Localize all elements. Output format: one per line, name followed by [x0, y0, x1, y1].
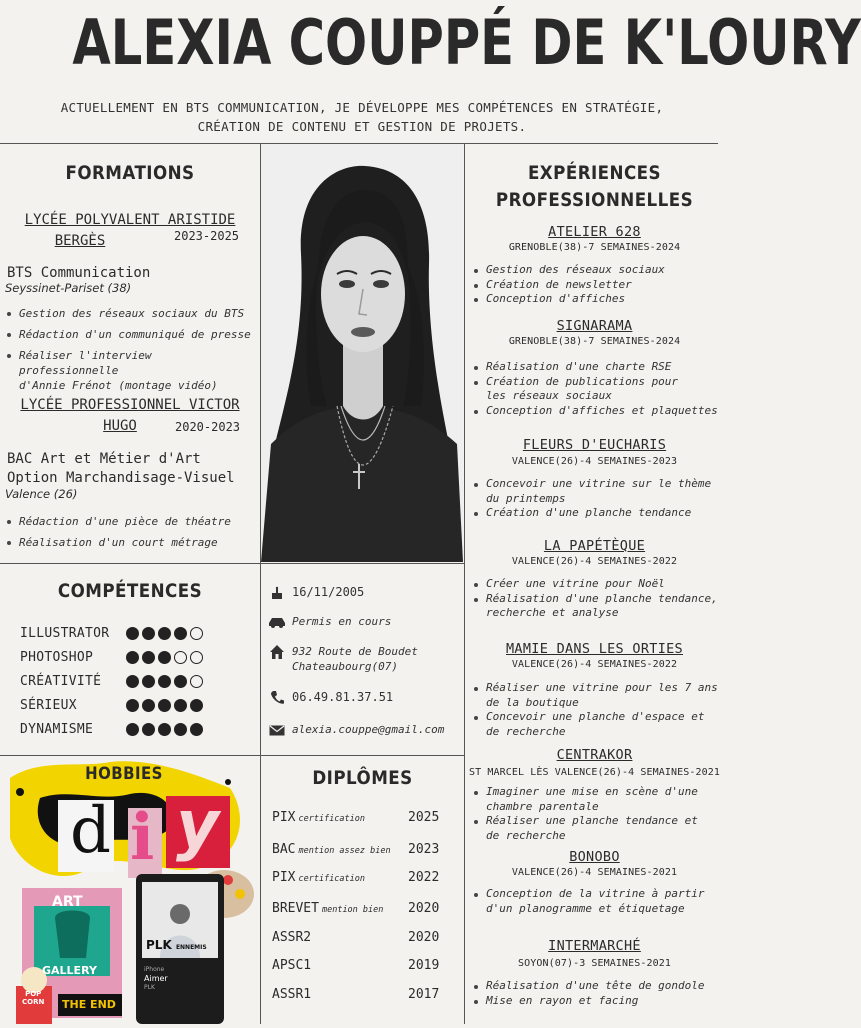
cake-icon: [266, 585, 288, 601]
experience-bullets: [472, 979, 722, 1008]
divider-col-2: [464, 143, 465, 1024]
list-item: chambre parentale: [486, 799, 599, 813]
collage-track: Aimer: [144, 974, 168, 983]
formation-2-school-line-1: LYCÉE PROFESSIONNEL VICTOR: [20, 397, 240, 413]
experience-company: SIGNARAMA: [556, 318, 633, 334]
experience-bullets: [472, 360, 722, 418]
diploma-name: [272, 958, 314, 973]
skill-label: SÉRIEUX: [20, 698, 77, 713]
divider-mid-left: [0, 563, 464, 564]
rating-dot: [158, 627, 171, 640]
rating-dot: [190, 627, 203, 640]
experience-company: FLEURS D'EUCHARIS: [522, 437, 667, 453]
list-item: Gestion des réseaux sociaux: [472, 263, 722, 278]
birthdate: 16/11/2005: [292, 585, 365, 599]
collage-art: ART: [52, 894, 83, 910]
formations-title: FORMATIONS: [65, 162, 195, 184]
formation-2-degree-line-2: Option Marchandisage-Visuel: [7, 470, 235, 486]
rating-dot: [126, 675, 139, 688]
phone: 06.49.81.37.51: [292, 690, 394, 704]
license: Permis en cours: [292, 615, 392, 628]
collage-letter-y: y: [176, 786, 220, 863]
rating-dot: [158, 675, 171, 688]
experiences-title-line-2: PROFESSIONNELLES: [495, 189, 694, 211]
experience-meta: VALENCE(26)-4 SEMAINES-2021: [511, 867, 678, 878]
diploma-year: 2020: [408, 901, 440, 916]
diploma-title: BAC: [272, 842, 296, 857]
list-item: Imaginer une mise en scène d'une: [472, 785, 722, 800]
diploma-note: mention assez bien: [298, 846, 391, 856]
rating-dot: [126, 723, 139, 736]
list-item: recherche et analyse: [486, 606, 619, 619]
list-item: Création d'une planche tendance: [472, 506, 722, 521]
list-item: de la boutique: [486, 695, 579, 709]
profile-photo: [261, 144, 463, 562]
hobbies-title: HOBBIES: [85, 764, 163, 784]
diploma-year: 2020: [408, 930, 440, 945]
list-item: Réalisation d'un court métrage: [5, 535, 257, 550]
formation-2-degree-line-1: BAC Art et Métier d'Art: [7, 451, 201, 467]
skill-rating: [126, 627, 203, 640]
address-line-1: 932 Route de Boudet: [292, 645, 418, 658]
rating-dot: [142, 627, 155, 640]
list-item: d'Annie Frénot (montage vidéo): [19, 379, 218, 392]
tagline-line-1: ACTUELLEMENT EN BTS COMMUNICATION, JE DÉVELOPPE MES COMPÉTENCES EN STRATÉGIE,: [60, 100, 664, 115]
competences-title: COMPÉTENCES: [57, 580, 203, 602]
email-row: [266, 722, 444, 738]
diploma-year: 2019: [408, 958, 440, 973]
list-item: Conception d'affiches et plaquettes: [472, 404, 722, 419]
diploma-title: PIX: [272, 870, 296, 885]
tagline-line-2: CRÉATION DE CONTENU ET GESTION DE PROJETS.: [197, 119, 527, 134]
rating-dot: [142, 699, 155, 712]
experience-bullets: [472, 477, 722, 521]
list-item: Création de newsletter: [472, 278, 722, 293]
formation-2-degree: [7, 450, 235, 488]
list-item: Créer une vitrine pour Noël: [472, 577, 722, 592]
email[interactable]: alexia.couppe@gmail.com: [292, 723, 445, 736]
formation-1-school-line-1: LYCÉE POLYVALENT ARISTIDE: [24, 212, 236, 228]
list-item: de recherche: [486, 828, 566, 842]
skill-rating: [126, 699, 203, 712]
experience-company: LA PAPÉTÈQUE: [543, 538, 646, 554]
collage-gallery: GALLERY: [42, 964, 97, 977]
rating-dot: [174, 723, 187, 736]
collage-letter-d: d: [70, 794, 111, 868]
formation-1-bullets: [5, 306, 257, 393]
divider-lower-left: [0, 755, 464, 756]
rating-dot: [126, 699, 139, 712]
formation-1-degree: BTS Communication: [7, 265, 151, 281]
diploma-year: 2017: [408, 987, 440, 1002]
birthdate-row: [266, 585, 364, 601]
collage-album-sub: ENNEMIS: [175, 944, 207, 951]
rating-dot: [142, 675, 155, 688]
address-row: [266, 644, 418, 674]
list-item: Concevoir une vitrine sur le thème: [472, 477, 722, 492]
rating-dot: [158, 651, 171, 664]
experience-meta: VALENCE(26)-4 SEMAINES-2022: [511, 659, 678, 670]
list-item: Création de publications pour: [472, 375, 722, 390]
list-item: Rédaction d'une pièce de théatre: [5, 514, 257, 529]
experience-company: BONOBO: [569, 849, 620, 865]
rating-dot: [142, 723, 155, 736]
skill-rating: [126, 675, 203, 688]
skill-rating: [126, 723, 203, 736]
rating-dot: [126, 627, 139, 640]
experience-meta: VALENCE(26)-4 SEMAINES-2022: [511, 556, 678, 567]
formation-1-school-line-2: BERGÈS: [54, 233, 106, 249]
rating-dot: [158, 723, 171, 736]
formation-1-place: Seyssinet-Pariset (38): [5, 281, 132, 295]
diploma-year: 2022: [408, 870, 440, 885]
diploma-note: mention bien: [321, 905, 384, 915]
list-item: Rédaction d'un communiqué de presse: [5, 327, 257, 342]
diploma-title: BREVET: [272, 901, 319, 916]
hobbies-collage: [0, 758, 260, 1024]
collage-illustration: [0, 758, 260, 1024]
list-item: Gestion des réseaux sociaux du BTS: [5, 306, 257, 321]
diploma-note: certification: [298, 874, 366, 884]
formation-1-school-2: [0, 231, 160, 252]
collage-pop: POP: [25, 990, 42, 998]
experience-company: ATELIER 628: [548, 224, 641, 240]
experience-bullets: [472, 263, 722, 307]
diploma-name: [272, 810, 365, 825]
list-item: Mise en rayon et facing: [472, 994, 722, 1009]
formation-2-bullets: [5, 514, 257, 550]
collage-the-end: THE END: [62, 998, 116, 1011]
skill-rating: [126, 651, 203, 664]
resume-name: ALEXIA COUPPÉ DE K'LOURY: [72, 6, 861, 79]
diploma-title: APSC1: [272, 958, 312, 973]
formation-2-school-line-2: HUGO: [103, 418, 137, 434]
list-item: Réalisation d'une charte RSE: [472, 360, 722, 375]
mail-icon: [266, 722, 288, 738]
experience-meta: VALENCE(26)-4 SEMAINES-2023: [511, 456, 678, 467]
rating-dot: [174, 699, 187, 712]
experience-meta: GRENOBLE(38)-7 SEMAINES-2024: [508, 336, 681, 347]
experience-bullets: [472, 785, 722, 843]
diploma-note: certification: [298, 814, 366, 824]
portrait-illustration: [261, 144, 463, 562]
experiences-title: [481, 160, 709, 214]
collage-phone-label: iPhone: [144, 966, 165, 973]
diploma-year: 2023: [408, 842, 440, 857]
rating-dot: [190, 699, 203, 712]
list-item: Réalisation d'une planche tendance,: [472, 592, 722, 607]
experience-meta: GRENOBLE(38)-7 SEMAINES-2024: [508, 242, 681, 253]
address-line-2: Chateaubourg(07): [292, 660, 398, 673]
rating-dot: [190, 723, 203, 736]
list-item: Conception d'affiches: [472, 292, 722, 307]
collage-artist: PLK: [144, 984, 155, 991]
collage-album: PLK: [146, 938, 172, 952]
rating-dot: [174, 675, 187, 688]
experiences-title-line-1: EXPÉRIENCES: [527, 162, 662, 184]
list-item: Conception de la vitrine à partir: [472, 887, 722, 902]
list-item: Concevoir une planche d'espace et: [472, 710, 722, 725]
experience-bullets: [472, 681, 722, 739]
car-icon: [266, 614, 288, 630]
rating-dot: [174, 651, 187, 664]
rating-dot: [142, 651, 155, 664]
collage-letter-i: i: [130, 800, 155, 875]
skill-label: CRÉATIVITÉ: [20, 674, 102, 689]
license-row: [266, 614, 391, 630]
rating-dot: [126, 651, 139, 664]
experience-meta: SOYON(07)-3 SEMAINES-2021: [517, 958, 671, 969]
list-item: de recherche: [486, 724, 566, 738]
list-item: Réaliser une vitrine pour les 7 ans: [472, 681, 722, 696]
rating-dot: [158, 699, 171, 712]
experience-bullets: [472, 887, 722, 916]
home-icon: [266, 644, 288, 660]
list-item: Réaliser l'interview professionnelle: [5, 348, 257, 378]
list-item: d'un planogramme et étiquetage: [486, 901, 685, 915]
collage-album-title: [146, 938, 207, 952]
experience-company: CENTRAKOR: [556, 747, 633, 763]
rating-dot: [190, 675, 203, 688]
diploma-name: [272, 842, 391, 857]
list-item: les réseaux sociaux: [486, 389, 612, 402]
formation-1-school: [0, 210, 260, 231]
rating-dot: [174, 627, 187, 640]
skill-label: DYNAMISME: [20, 722, 94, 737]
diploma-title: ASSR1: [272, 987, 312, 1002]
diploma-title: PIX: [272, 810, 296, 825]
formation-2-years: 2020-2023: [175, 420, 241, 434]
experience-company: INTERMARCHÉ: [548, 938, 641, 954]
phone-icon: [266, 690, 288, 706]
diplomes-title: DIPLÔMES: [312, 767, 413, 789]
formation-2-school: [0, 395, 260, 416]
diploma-name: [272, 901, 383, 916]
skill-label: PHOTOSHOP: [20, 650, 94, 665]
list-item: du printemps: [486, 491, 566, 505]
list-item: Réalisation d'une tête de gondole: [472, 979, 722, 994]
address: [292, 644, 418, 674]
experience-meta: ST MARCEL LÈS VALENCE(26)-4 SEMAINES-2021: [469, 767, 720, 778]
experience-bullets: [472, 577, 722, 621]
collage-popcorn: [22, 990, 44, 1006]
diploma-name: [272, 930, 314, 945]
diploma-name: [272, 870, 365, 885]
skill-label: ILLUSTRATOR: [20, 626, 110, 641]
diploma-name: [272, 987, 314, 1002]
tagline: [40, 98, 684, 136]
formation-1-years: 2023-2025: [174, 229, 240, 243]
phone-row: [266, 690, 393, 706]
rating-dot: [190, 651, 203, 664]
experience-company: MAMIE DANS LES ORTIES: [506, 641, 683, 657]
collage-corn: CORN: [22, 998, 45, 1006]
formation-2-place: Valence (26): [5, 487, 78, 501]
list-item: Réaliser une planche tendance et: [472, 814, 722, 829]
diploma-title: ASSR2: [272, 930, 312, 945]
diploma-year: 2025: [408, 810, 440, 825]
